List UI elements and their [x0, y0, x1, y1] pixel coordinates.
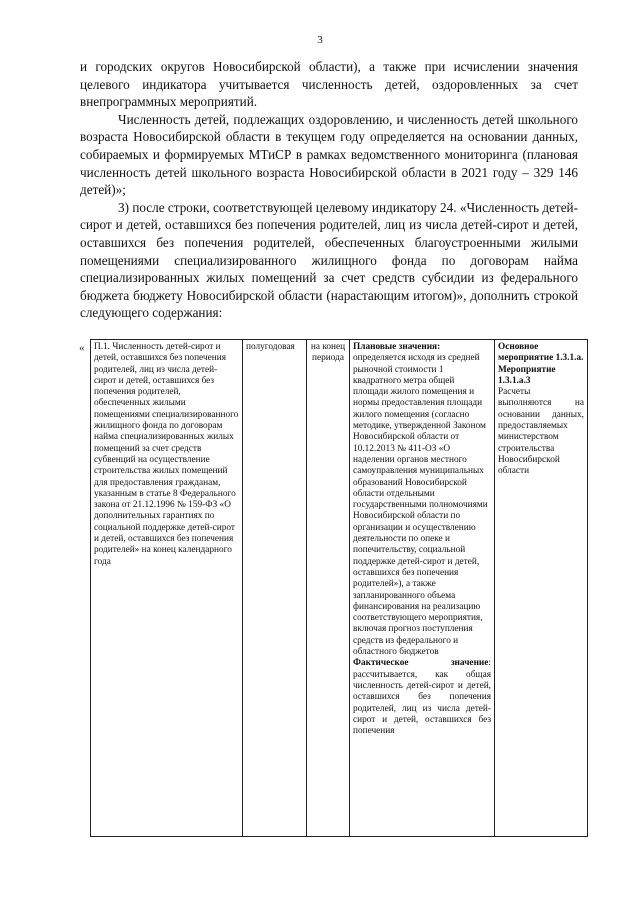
main-activity-label: Основное мероприятие 1.3.1.а. [498, 342, 584, 364]
paragraph-1: и городских округов Новосибирской области), а также при исчислении значения целевого индикатора учитывается численность детей, оздоровленных за счет внепрограммных мероприятий. [80, 59, 578, 110]
planned-values-heading: Плановые значения: [353, 342, 441, 352]
paragraph-3: 3) после строки, соответствующей целевому индикатору 24. «Численность детей-сирот и детей, оставшихся без попечения родителей, лиц из числа детей-сирот и детей, оставшихся без попечения родителей, обеспеченных благоустроенными жилыми помещениями специализированного жилищного фонда по договорам найма специализированных жилых помещений за счет средств субсидии из федерального бюджета бюджету Новосибирской области (нарастающим итогом)», дополнить строкой следующего содержания: [80, 199, 578, 321]
indicator-table [90, 339, 588, 837]
actual-value-heading: Фактическое значение [353, 658, 489, 669]
table-row [91, 340, 588, 837]
planned-values-text: определяется исходя из средней рыночной стоимости 1 квадратного метра общей площади жилого помещения и нормы предоставления площади жилого помещения (согласно методике, утвержденной Законом Новосибирской области от 10.12.2013 № 411-ОЗ «О наделении органов местного самоуправления муниципальных образований Новосибирской области отдельными государственными полномочиями Новосибирской области по организации и осуществлению деятельности по опеке и попечительству, социальной поддержке детей-сирот и детей, оставшихся без попечения родителей»), а также запланированного объема финансирования на реализацию соответствующего мероприятия, включая прогноз поступления средств из федерального и областного бюджетов [353, 353, 488, 658]
source-cell [495, 340, 588, 837]
open-quote: « [79, 342, 85, 354]
source-description: Расчеты выполняются на основании данных, предоставляемых министерством строительства Новосибирской области [498, 387, 584, 477]
paragraph-2: Численность детей, подлежащих оздоровлению, и численность детей школьного возраста Новосибирской области в текущем году определяется на основании данных, собираемых и формируемых МТиСР в рамках ведомственного мониторинга (плановая численность детей школьного возраста Новосибирской области в 2021 году – 329 146 детей)»; [80, 111, 578, 198]
actual-value-text: Фактическое значение: рассчитывается, как общая численность детей-сирот и детей, оставшихся без попечения родителей, лиц из числа детей-сирот и детей, оставшихся без попечения [353, 658, 491, 737]
calculation-method-cell [350, 340, 495, 837]
body-text [80, 58, 578, 322]
periodicity-cell: полугодовая [243, 340, 307, 837]
page-number: 3 [317, 34, 323, 46]
time-cell: на конец периода [307, 340, 350, 837]
activity-label: Мероприятие 1.3.1.а.3 [498, 364, 556, 386]
indicator-name-cell: П.1. Численность детей-сирот и детей, оставшихся без попечения родителей, лиц из числа детей-сирот и детей, оставшихся без попечения родителей, обеспеченных жилыми помещениями специализированного жилищного фонда по договорам найма специализированных жилых помещений за счет средств субвенций на осуществление строительства жилых помещений для предоставления гражданам, указанным в статье 8 Федерального закона от 21.12.1996 № 159-ФЗ «О дополнительных гарантиях по социальной поддержке детей-сирот и детей, оставшихся без попечения родителей» на конец календарного года [91, 340, 243, 837]
